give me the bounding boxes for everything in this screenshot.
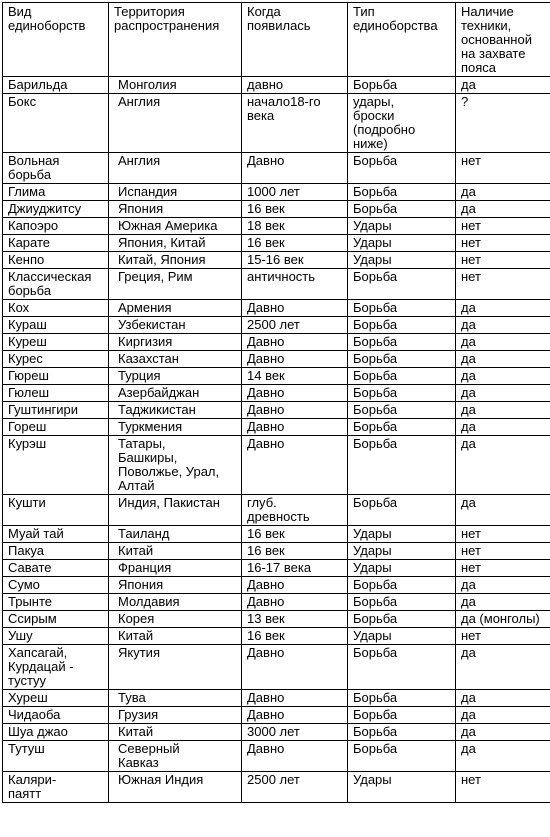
table-row [3, 385, 550, 402]
cell-kind: Гюреш [3, 368, 109, 385]
cell-territory: Китай [109, 543, 242, 560]
cell-type: Борьба [348, 611, 456, 628]
cell-territory: Северный Кавказ [109, 741, 242, 772]
cell-kind: Гуштингири [3, 402, 109, 419]
table-row [3, 252, 550, 269]
cell-origin-time: Давно [242, 419, 348, 436]
cell-belt-technique: нет [456, 153, 550, 184]
cell-kind: Чидаоба [3, 707, 109, 724]
cell-kind: Тутуш [3, 741, 109, 772]
cell-territory: Туркмения [109, 419, 242, 436]
cell-type: Борьба [348, 436, 456, 495]
cell-belt-technique: да [456, 300, 550, 317]
cell-type: Удары [348, 560, 456, 577]
cell-belt-technique: да [456, 741, 550, 772]
header-type: Тип единоборства [348, 3, 456, 77]
cell-type: Борьба [348, 707, 456, 724]
cell-belt-technique: да [456, 436, 550, 495]
cell-origin-time: 3000 лет [242, 724, 348, 741]
table-row [3, 772, 550, 803]
cell-type: Борьба [348, 351, 456, 368]
cell-kind: Джиуджитсу [3, 201, 109, 218]
header-territory: Территория распространения [109, 3, 242, 77]
cell-kind: Каляри- паятт [3, 772, 109, 803]
table-row [3, 436, 550, 495]
cell-territory: Киргизия [109, 334, 242, 351]
cell-belt-technique: да [456, 707, 550, 724]
cell-territory: Молдавия [109, 594, 242, 611]
cell-belt-technique: да [456, 690, 550, 707]
cell-belt-technique: да (монголы) [456, 611, 550, 628]
cell-origin-time: 16 век [242, 628, 348, 645]
table-row [3, 184, 550, 201]
cell-origin-time: 16 век [242, 526, 348, 543]
cell-type: Борьба [348, 741, 456, 772]
cell-origin-time: Давно [242, 577, 348, 594]
cell-origin-time: 14 век [242, 368, 348, 385]
cell-territory: Китай, Япония [109, 252, 242, 269]
cell-kind: Пакуа [3, 543, 109, 560]
cell-kind: Курес [3, 351, 109, 368]
cell-territory: Южная Америка [109, 218, 242, 235]
table-row [3, 543, 550, 560]
cell-origin-time: 16 век [242, 235, 348, 252]
cell-territory: Индия, Пакистан [109, 495, 242, 526]
cell-belt-technique: да [456, 495, 550, 526]
cell-origin-time: начало18-го века [242, 94, 348, 153]
cell-kind: Классическая борьба [3, 269, 109, 300]
cell-type: Удары [348, 235, 456, 252]
cell-type: Борьба [348, 690, 456, 707]
cell-territory: Англия [109, 153, 242, 184]
table-row [3, 153, 550, 184]
cell-origin-time: Давно [242, 436, 348, 495]
cell-origin-time: 1000 лет [242, 184, 348, 201]
cell-territory: Узбекистан [109, 317, 242, 334]
cell-kind: Хапсагай, Курдацай - тустуу [3, 645, 109, 690]
cell-belt-technique: нет [456, 628, 550, 645]
cell-type: удары, броски (подробно ниже) [348, 94, 456, 153]
cell-kind: Кох [3, 300, 109, 317]
cell-kind: Курэш [3, 436, 109, 495]
cell-type: Борьба [348, 385, 456, 402]
cell-origin-time: 16 век [242, 201, 348, 218]
cell-belt-technique: да [456, 351, 550, 368]
cell-type: Борьба [348, 577, 456, 594]
table-row [3, 628, 550, 645]
table-row [3, 201, 550, 218]
cell-kind: Трынте [3, 594, 109, 611]
cell-territory: Якутия [109, 645, 242, 690]
table-body [3, 77, 550, 803]
table-row [3, 724, 550, 741]
cell-territory: Армения [109, 300, 242, 317]
cell-territory: Япония, Китай [109, 235, 242, 252]
cell-origin-time: Давно [242, 645, 348, 690]
cell-type: Борьба [348, 300, 456, 317]
table-row [3, 707, 550, 724]
cell-type: Борьба [348, 77, 456, 94]
table-row [3, 334, 550, 351]
cell-type: Борьба [348, 645, 456, 690]
cell-origin-time: Давно [242, 707, 348, 724]
cell-type: Борьба [348, 368, 456, 385]
cell-origin-time: Давно [242, 153, 348, 184]
cell-belt-technique: да [456, 317, 550, 334]
cell-origin-time: Давно [242, 741, 348, 772]
cell-kind: Ушу [3, 628, 109, 645]
cell-belt-technique: нет [456, 269, 550, 300]
cell-type: Борьба [348, 495, 456, 526]
cell-origin-time: Давно [242, 300, 348, 317]
table-row [3, 300, 550, 317]
cell-territory: Монголия [109, 77, 242, 94]
cell-belt-technique: нет [456, 526, 550, 543]
cell-type: Борьба [348, 419, 456, 436]
cell-territory: Азербайджан [109, 385, 242, 402]
cell-territory: Казахстан [109, 351, 242, 368]
cell-kind: Кушти [3, 495, 109, 526]
cell-origin-time: давно [242, 77, 348, 94]
table-row [3, 690, 550, 707]
cell-belt-technique: да [456, 594, 550, 611]
cell-belt-technique: нет [456, 235, 550, 252]
cell-territory: Корея [109, 611, 242, 628]
cell-kind: Шуа джао [3, 724, 109, 741]
cell-territory: Китай [109, 628, 242, 645]
cell-type: Борьба [348, 201, 456, 218]
cell-kind: Капоэро [3, 218, 109, 235]
table-row [3, 577, 550, 594]
cell-origin-time: 2500 лет [242, 317, 348, 334]
cell-type: Борьба [348, 153, 456, 184]
cell-territory: Греция, Рим [109, 269, 242, 300]
cell-origin-time: 13 век [242, 611, 348, 628]
cell-belt-technique: нет [456, 772, 550, 803]
cell-belt-technique: нет [456, 543, 550, 560]
table-row [3, 741, 550, 772]
cell-territory: Китай [109, 724, 242, 741]
cell-kind: Вольная борьба [3, 153, 109, 184]
header-row [3, 3, 550, 77]
cell-origin-time: Давно [242, 351, 348, 368]
cell-kind: Муай тай [3, 526, 109, 543]
cell-belt-technique: да [456, 385, 550, 402]
cell-type: Удары [348, 543, 456, 560]
cell-kind: Карате [3, 235, 109, 252]
cell-belt-technique: да [456, 77, 550, 94]
cell-type: Удары [348, 252, 456, 269]
cell-type: Борьба [348, 334, 456, 351]
cell-kind: Сумо [3, 577, 109, 594]
cell-belt-technique: да [456, 724, 550, 741]
cell-belt-technique: да [456, 201, 550, 218]
cell-origin-time: 15-16 век [242, 252, 348, 269]
cell-territory: Испандия [109, 184, 242, 201]
table-row [3, 351, 550, 368]
table-row [3, 218, 550, 235]
cell-type: Борьба [348, 724, 456, 741]
cell-belt-technique: да [456, 645, 550, 690]
table-row [3, 611, 550, 628]
cell-origin-time: Давно [242, 690, 348, 707]
table-row [3, 269, 550, 300]
cell-kind: Барильда [3, 77, 109, 94]
header-origin-time: Когда появилась [242, 3, 348, 77]
cell-type: Борьба [348, 402, 456, 419]
cell-belt-technique: ? [456, 94, 550, 153]
cell-kind: Бокс [3, 94, 109, 153]
table-row [3, 495, 550, 526]
cell-belt-technique: нет [456, 560, 550, 577]
cell-belt-technique: да [456, 402, 550, 419]
cell-origin-time: 16 век [242, 543, 348, 560]
cell-belt-technique: нет [456, 252, 550, 269]
table-row [3, 235, 550, 252]
cell-belt-technique: да [456, 184, 550, 201]
cell-territory: Тува [109, 690, 242, 707]
table-row [3, 317, 550, 334]
cell-origin-time: Давно [242, 334, 348, 351]
cell-kind: Хуреш [3, 690, 109, 707]
cell-territory: Франция [109, 560, 242, 577]
table-row [3, 560, 550, 577]
cell-territory: Грузия [109, 707, 242, 724]
cell-belt-technique: да [456, 419, 550, 436]
cell-kind: Гюлеш [3, 385, 109, 402]
cell-origin-time: 18 век [242, 218, 348, 235]
cell-type: Борьба [348, 269, 456, 300]
cell-kind: Ссирым [3, 611, 109, 628]
cell-origin-time: 2500 лет [242, 772, 348, 803]
header-belt-technique: Наличие техники, основанной на захвате пояса [456, 3, 550, 77]
table-row [3, 419, 550, 436]
table-row [3, 77, 550, 94]
cell-origin-time: античность [242, 269, 348, 300]
table-row [3, 94, 550, 153]
cell-kind: Гореш [3, 419, 109, 436]
cell-kind: Савате [3, 560, 109, 577]
cell-territory: Япония [109, 577, 242, 594]
cell-type: Удары [348, 772, 456, 803]
cell-type: Удары [348, 526, 456, 543]
cell-territory: Таиланд [109, 526, 242, 543]
martial-arts-table [2, 2, 550, 803]
cell-origin-time: глуб. древность [242, 495, 348, 526]
cell-kind: Кураш [3, 317, 109, 334]
cell-type: Борьба [348, 317, 456, 334]
cell-origin-time: Давно [242, 385, 348, 402]
cell-kind: Кенпо [3, 252, 109, 269]
cell-origin-time: Давно [242, 402, 348, 419]
table-row [3, 526, 550, 543]
cell-origin-time: 16-17 века [242, 560, 348, 577]
cell-territory: Таджикистан [109, 402, 242, 419]
cell-kind: Куреш [3, 334, 109, 351]
cell-belt-technique: да [456, 577, 550, 594]
cell-belt-technique: да [456, 368, 550, 385]
cell-kind: Глима [3, 184, 109, 201]
cell-territory: Турция [109, 368, 242, 385]
cell-type: Борьба [348, 184, 456, 201]
cell-type: Борьба [348, 594, 456, 611]
table-row [3, 594, 550, 611]
cell-type: Удары [348, 218, 456, 235]
table-row [3, 645, 550, 690]
cell-territory: Татары, Башкиры, Поволжье, Урал, Алтай [109, 436, 242, 495]
table-row [3, 402, 550, 419]
cell-belt-technique: да [456, 334, 550, 351]
cell-territory: Южная Индия [109, 772, 242, 803]
cell-territory: Япония [109, 201, 242, 218]
header-kind: Вид единоборств [3, 3, 109, 77]
table-row [3, 368, 550, 385]
cell-territory: Англия [109, 94, 242, 153]
cell-belt-technique: нет [456, 218, 550, 235]
cell-origin-time: Давно [242, 594, 348, 611]
cell-type: Удары [348, 628, 456, 645]
